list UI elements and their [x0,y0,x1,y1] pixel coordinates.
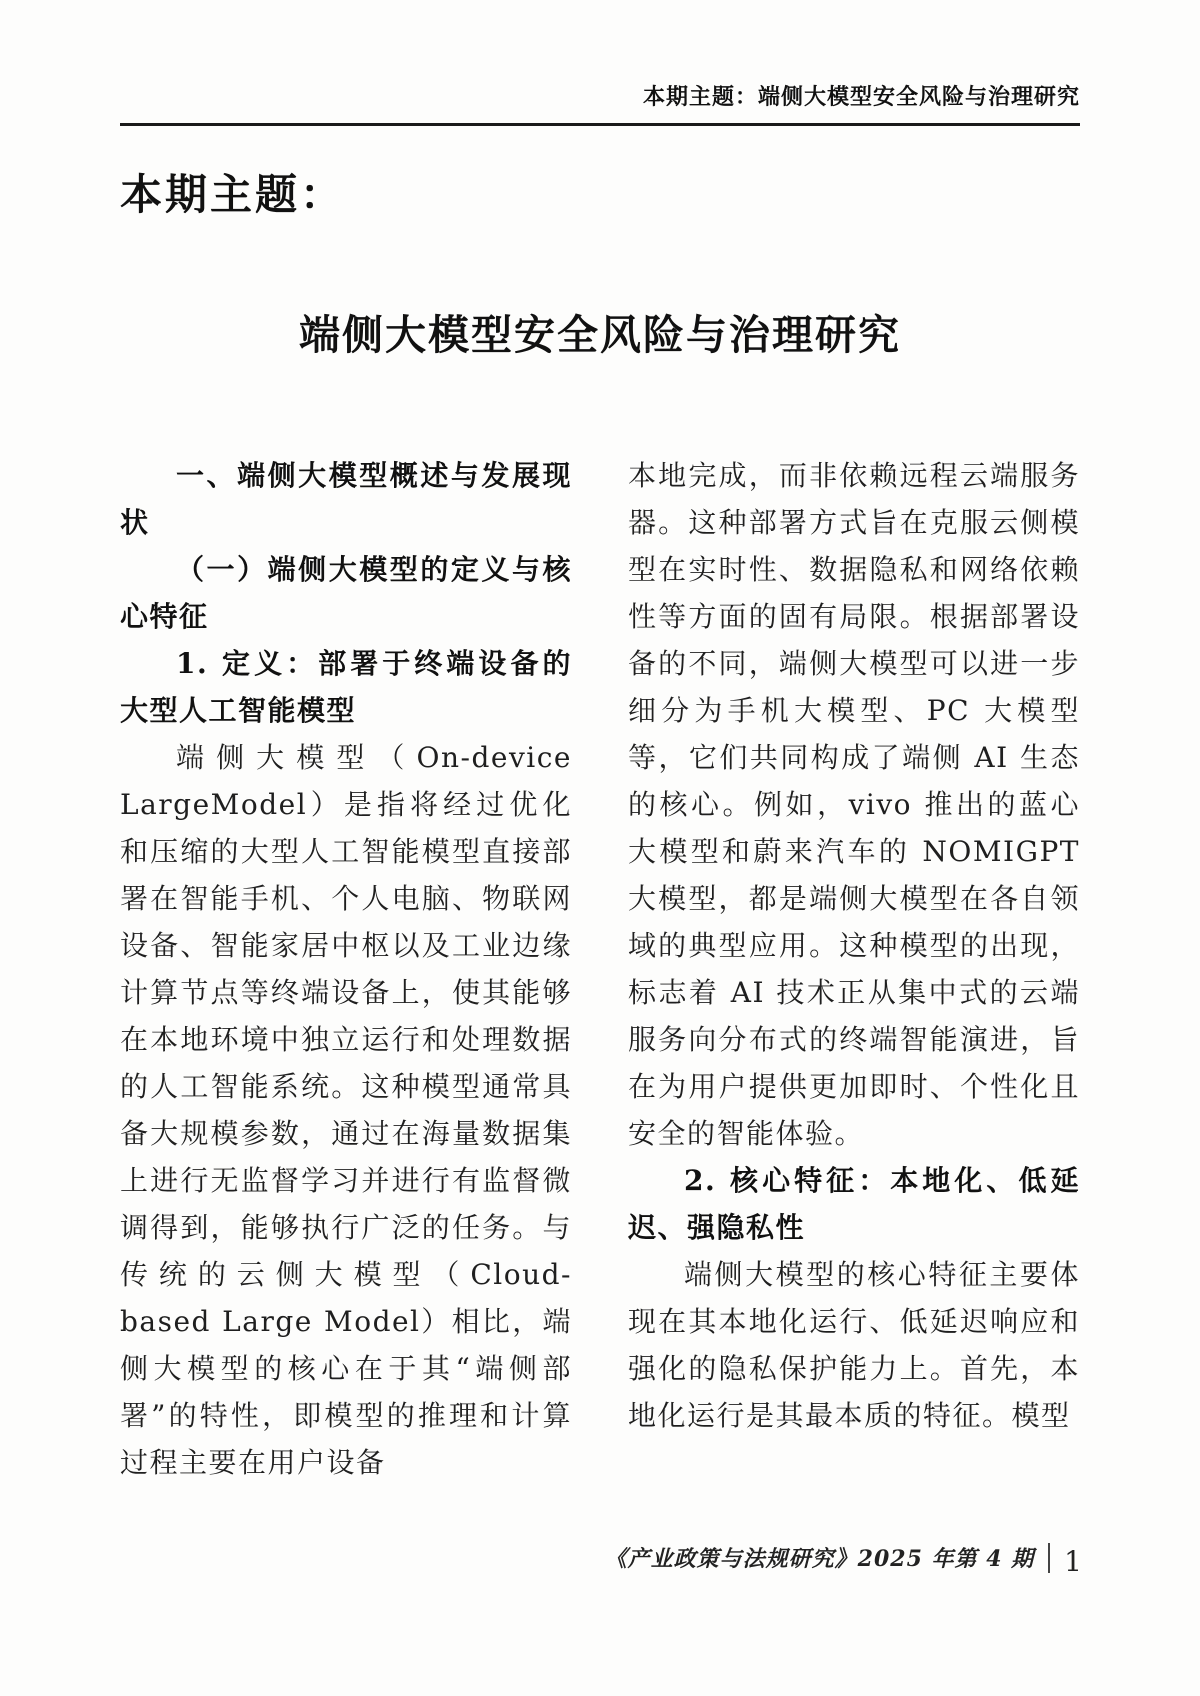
left-column [120,452,572,1486]
heading-point-1: 1. 定义：部署于终端设备的大型人工智能模型 [120,647,572,727]
article-title: 端侧大模型安全风险与治理研究 [299,311,901,359]
running-header [120,80,1080,126]
right-column [628,452,1080,1486]
heading-section-1: 一、端侧大模型概述与发展现状 [120,459,572,539]
page-number: 1 [1064,1545,1082,1578]
article-body [120,452,1080,1486]
footer-divider [1048,1543,1050,1573]
paragraph-definition-continued: 本地完成，而非依赖远程云端服务器。这种部署方式旨在克服云侧模型在实时性、数据隐私和网络依赖性等方面的固有局限。根据部署设备的不同，端侧大模型可以进一步细分为手机大模型、PC 大模型等，它们共同构成了端侧 AI 生态的核心。例如，vivo 推出的蓝心大模型和蔚来汽车的 NOMIGPT 大模型，都是端侧大模型在各自领域的典型应用。这种模型的出现，标志着 AI 技术正从集中式的云端服务向分布式的终端智能演进，旨在为用户提供更加即时、个性化且安全的智能体验。 [628,459,1080,1150]
section-kicker: 本期主题： [120,171,346,218]
running-header-text: 本期主题：端侧大模型安全风险与治理研究 [642,84,1080,109]
heading-point-2: 2. 核心特征：本地化、低延迟、强隐私性 [628,1164,1080,1244]
page-footer [604,1541,1082,1578]
footer-journal-title: 《产业政策与法规研究》2025 年第 4 期 [604,1546,1035,1572]
paragraph-core-features: 端侧大模型的核心特征主要体现在其本地化运行、低延迟响应和强化的隐私保护能力上。首先，本地化运行是其最本质的特征。模型 [628,1258,1080,1432]
paragraph-definition: 端侧大模型（On-device LargeModel）是指将经过优化和压缩的大型人工智能模型直接部署在智能手机、个人电脑、物联网设备、智能家居中枢以及工业边缘计算节点等终端设备上，使其能够在本地环境中独立运行和处理数据的人工智能系统。这种模型通常具备大规模参数，通过在海量数据集上进行无监督学习并进行有监督微调得到，能够执行广泛的任务。与传统的云侧大模型（Cloud-based Large Model）相比，端侧大模型的核心在于其“端侧部署”的特性，即模型的推理和计算过程主要在用户设备 [120,741,572,1479]
heading-subsection-1-1: （一）端侧大模型的定义与核心特征 [120,553,572,633]
